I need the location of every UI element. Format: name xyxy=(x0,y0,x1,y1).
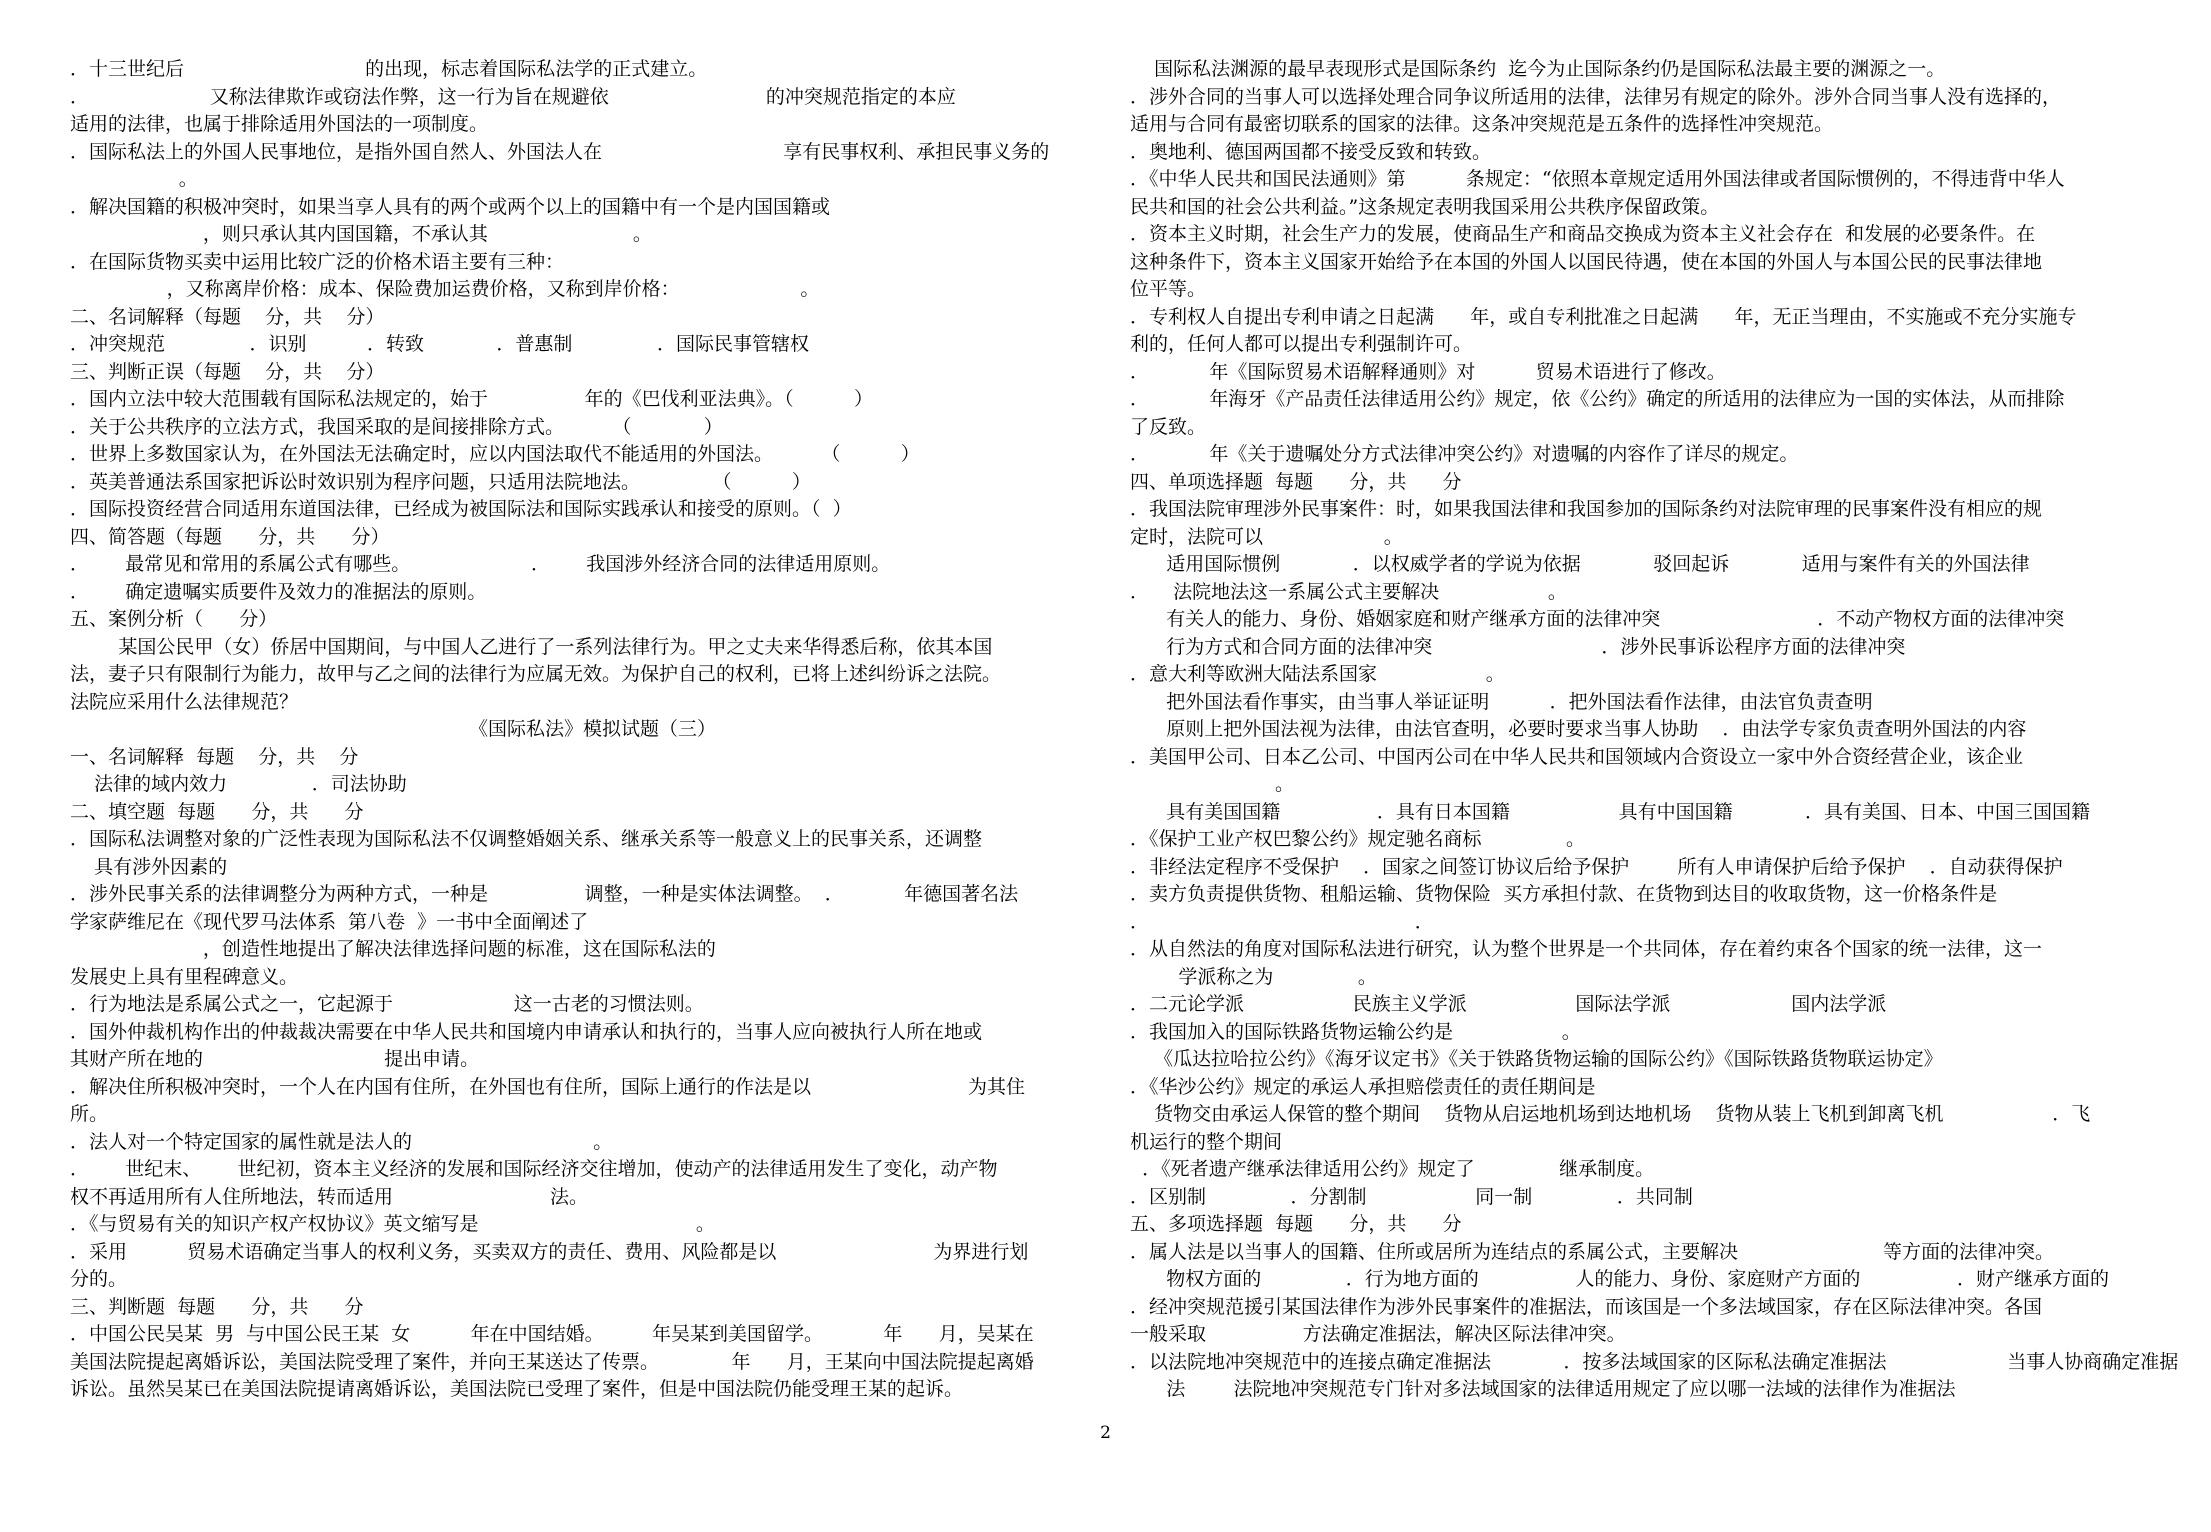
text-line: 五、案例分析（ 分） xyxy=(70,608,278,630)
text-line: 定时，法院可以 。 xyxy=(1130,525,1403,548)
text-line: 美国法院提起离婚诉讼，美国法院受理了案件，并向王某送达了传票。 年 月，王某向中国法院提起离婚 xyxy=(70,1350,1034,1373)
text-line: ．国内立法中较大范围载有国际私法规定的，始于 年的《巴伐利亚法典》。（ ） xyxy=(70,388,874,410)
text-line: ．美国甲公司、日本乙公司、中国丙公司在中华人民共和国领域内合资设立一家中外合资经营企业，该企业 xyxy=(1130,745,2024,768)
text-line: 法院应采用什么法律规范？ xyxy=(70,690,299,713)
text-line: ． 最常见和常用的系属公式有哪些。 ． 我国涉外经济合同的法律适用原则。 xyxy=(70,553,891,575)
text-line: 原则上把外国法视为法律，由法官查明，必要时要求当事人协助 ．由法学专家负责查明外国法的内容 xyxy=(1130,718,2027,740)
text-line: 一、名词解释 每题 分，共 分 xyxy=(70,745,359,768)
text-line: 一般采取 方法确定准据法，解决区际法律冲突。 xyxy=(1130,1323,1626,1345)
text-line: 适用国际惯例 ．以权威学者的学说为依据 驳回起诉 适用与案件有关的外国法律 xyxy=(1130,553,2030,575)
text-line: ．从自然法的角度对国际私法进行研究，认为整个世界是一个共同体，存在着约束各个国家的统一法律，这一 xyxy=(1130,938,2043,960)
text-line: 《瓜达拉哈拉公约》《海牙议定书》《关于铁路货物运输的国际公约》《国际铁路货物联运协定》 xyxy=(1130,1048,1943,1070)
text-line: ，则只承认其内国国籍，不承认其 。 xyxy=(70,223,652,245)
text-line: 。 xyxy=(1130,773,1294,795)
text-line: 法 法院地冲突规范专门针对多法域国家的法律适用规定了应以哪一法域的法律作为准据法 xyxy=(1130,1378,1956,1400)
text-line: 其财产所在地的 提出申请。 xyxy=(70,1048,480,1070)
text-line: ．行为地法是系属公式之一，它起源于 这一古老的习惯法则。 xyxy=(70,993,704,1015)
text-line: ．《中华人民共和国民法通则》第 条规定：“依照本章规定适用外国法律或者国际惯例的，不得违背中华人 xyxy=(1130,168,2065,190)
text-line: ． 年海牙《产品责任法律适用公约》规定，依《公约》确定的所适用的法律应为一国的实体法，从而排除 xyxy=(1130,388,2065,410)
text-line: 物权方面的 ．行为地方面的 人的能力、身份、家庭财产方面的 ．财产继承方面的 xyxy=(1130,1268,2110,1290)
text-line: 有关人的能力、身份、婚姻家庭和财产继承方面的法律冲突 ．不动产物权方面的法律冲突 xyxy=(1130,608,2065,630)
text-line: ． 年《关于遗嘱处分方式法律冲突公约》对遗嘱的内容作了详尽的规定。 xyxy=(1130,443,1799,465)
text-line: ．在国际货物买卖中运用比较广泛的价格术语主要有三种： xyxy=(70,250,565,273)
text-line: ．国际私法调整对象的广泛性表现为国际私法不仅调整婚姻关系、继承关系等一般意义上的民事关系，还调整 xyxy=(70,828,983,850)
text-line: ．解决国籍的积极冲突时，如果当享人具有的两个或两个以上的国籍中有一个是内国国籍或 xyxy=(70,195,831,218)
right-column xyxy=(1130,56,2190,1404)
text-line: ．区别制 ．分割制 同一制 ．共同制 xyxy=(1130,1185,1693,1208)
text-line: ．英美普通法系国家把诉讼时效识别为程序问题，只适用法院地法。 （ ） xyxy=(70,470,811,493)
text-line: 。 xyxy=(70,168,198,190)
text-line: 机运行的整个期间 xyxy=(1130,1130,1283,1153)
text-line: ．世界上多数国家认为，在外国法无法确定时，应以内国法取代不能适用的外国法。 （ ） xyxy=(70,443,920,465)
text-line: ．二元论学派 民族主义学派 国际法学派 国内法学派 xyxy=(1130,993,1887,1015)
text-line: 四、单项选择题 每题 分，共 分 xyxy=(1130,470,1462,493)
text-line: ．意大利等欧洲大陆法系国家 。 xyxy=(1130,663,1505,685)
text-line: 货物交由承运人保管的整个期间 货物从启运地机场到达地机场 货物从装上飞机到卸离飞机 ．飞 xyxy=(1130,1103,2091,1125)
text-line: ． 法院地法这一系属公式主要解决 。 xyxy=(1130,580,1567,603)
text-line: ．专利权人自提出专利申请之日起满 年，或自专利批准之日起满 年，无正当理由，不实施或不充分实施专 xyxy=(1130,305,2077,328)
text-line: 具有美国国籍 ．具有日本国籍 具有中国国籍 ．具有美国、日本、中国三国国籍 xyxy=(1130,800,2091,823)
text-line: 三、判断题 每题 分，共 分 xyxy=(70,1295,364,1318)
text-line: ．我国加入的国际铁路货物运输公约是 。 xyxy=(1130,1020,1581,1043)
text-line: ． 又称法律欺诈或窃法作弊，这一行为旨在规避依 的冲突规范指定的本应 xyxy=(70,85,956,108)
text-line: ．《死者遗产继承法律适用公约》规定了 继承制度。 xyxy=(1130,1158,1655,1180)
text-line: 学派称之为 。 xyxy=(1130,965,1377,988)
text-line: 了反致。 xyxy=(1130,415,1207,438)
text-line: ，创造性地提出了解决法律选择问题的标准，这在国际私法的 xyxy=(70,938,716,960)
exam-title: 《国际私法》模拟试题（三） xyxy=(468,718,716,740)
text-line: 诉讼。虽然吴某已在美国法院提请离婚诉讼，美国法院已受理了案件，但是中国法院仍能受理王某的起诉。 xyxy=(70,1378,964,1400)
text-line: ．法人对一个特定国家的属性就是法人的 。 xyxy=(70,1130,613,1153)
text-line: 适用与合同有最密切联系的国家的法律。这条冲突规范是五条件的选择性冲突规范。 xyxy=(1130,113,1834,135)
text-line: 权不再适用所有人住所地法，转而适用 法。 xyxy=(70,1185,589,1208)
text-line: ．奥地利、德国两国都不接受反致和转致。 xyxy=(1130,140,1492,163)
text-line: 二、填空题 每题 分，共 分 xyxy=(70,800,364,823)
text-line: ．涉外民事关系的法律调整分为两种方式，一种是 调整，一种是实体法调整。 ． 年德国著名法 xyxy=(70,883,1019,905)
text-line: ．《保护工业产权巴黎公约》规定驰名商标 。 xyxy=(1130,828,1586,850)
text-line: 利的，任何人都可以提出专利强制许可。 xyxy=(1130,333,1473,355)
text-line: ．《与贸易有关的知识产权产权协议》英文缩写是 。 xyxy=(70,1213,715,1235)
text-line: ，又称离岸价格：成本、保险费加运费价格，又称到岸价格： 。 xyxy=(70,278,820,300)
left-column xyxy=(70,56,1115,1404)
text-line: 学家萨维尼在《现代罗马法体系 第八卷 》一书中全面阐述了 xyxy=(70,910,589,933)
text-line: 分的。 xyxy=(70,1268,128,1290)
text-line: ．资本主义时期，社会生产力的发展，使商品生产和商品交换成为资本主义社会存在 和发展的必要条件。在 xyxy=(1130,223,2036,245)
text-line: 四、简答题（每题 分，共 分） xyxy=(70,525,390,548)
text-line: 所。 xyxy=(70,1103,109,1125)
text-line: 位平等。 xyxy=(1130,278,1207,300)
text-line: ． 年《国际贸易术语解释通则》对 贸易术语进行了修改。 xyxy=(1130,360,1726,383)
text-line: ． 确定遗嘱实质要件及效力的准据法的原则。 xyxy=(70,580,487,603)
text-line: ．国际私法上的外国人民事地位，是指外国自然人、外国法人在 享有民事权利、承担民事义务的 xyxy=(70,140,1050,163)
text-line: ．采用 贸易术语确定当事人的权利义务，买卖双方的责任、费用、风险都是以 为界进行划 xyxy=(70,1240,1029,1263)
text-line: 某国公民甲（女）侨居中国期间，与中国人乙进行了一系列法律行为。甲之丈夫来华得悉后称，依其本国 xyxy=(70,635,993,658)
text-line: ． ． xyxy=(1130,910,1434,933)
text-line: 二、名词解释（每题 分，共 分） xyxy=(70,305,385,328)
text-line: 五、多项选择题 每题 分，共 分 xyxy=(1130,1213,1462,1235)
text-line: ．中国公民吴某 男 与中国公民王某 女 年在中国结婚。 年吴某到美国留学。 年 月，吴某在 xyxy=(70,1323,1034,1345)
text-line: ．关于公共秩序的立法方式，我国采取的是间接排除方式。 （ ） xyxy=(70,415,723,438)
text-line: ． 世纪末、 世纪初，资本主义经济的发展和国际经济交往增加，使动产的法律适用发生了变化，动产物 xyxy=(70,1158,998,1180)
text-line: 具有涉外因素的 xyxy=(70,855,228,878)
text-line: ．冲突规范 ．识别 ．转致 ．普惠制 ．国际民事管辖权 xyxy=(70,333,809,355)
text-line: ．国外仲裁机构作出的仲裁裁决需要在中华人民共和国境内申请承认和执行的，当事人应向被执行人所在地或 xyxy=(70,1020,983,1043)
text-line: ．非经法定程序不受保护 ．国家之间签订协议后给予保护 所有人申请保护后给予保护 ．自动获得保护 xyxy=(1130,855,2063,878)
text-line: ．国际投资经营合同适用东道国法律，已经成为被国际法和国际实践承认和接受的原则。（ ） xyxy=(70,498,852,520)
text-line: ．十三世纪后 的出现，标志着国际私法学的正式建立。 xyxy=(70,58,708,80)
text-line: 行为方式和合同方面的法律冲突 ．涉外民事诉讼程序方面的法律冲突 xyxy=(1130,635,1906,658)
text-line: ．我国法院审理涉外民事案件：时，如果我国法律和我国参加的国际条约对法院审理的民事案件没有相应的规 xyxy=(1130,498,2043,520)
text-line: 法律的域内效力 ．司法协助 xyxy=(70,773,407,795)
text-line: ．《华沙公约》规定的承运人承担赔偿责任的责任期间是 xyxy=(1130,1075,1596,1098)
text-line: 民共和国的社会公共利益。”这条规定表明我国采用公共秩序保留政策。 xyxy=(1130,195,1720,218)
text-line: ．卖方负责提供货物、租船运输、货物保险 买方承担付款、在货物到达目的收取货物，这一价格条件是 xyxy=(1130,883,1998,905)
text-line: 把外国法看作事实，由当事人举证证明 ．把外国法看作法律，由法官负责查明 xyxy=(1130,690,1873,713)
text-line: 适用的法律，也属于排除适用外国法的一项制度。 xyxy=(70,113,489,135)
text-line: 国际私法渊源的最早表现形式是国际条约 迄今为止国际条约仍是国际私法最主要的渊源之一。 xyxy=(1130,58,1946,80)
text-line: 三、判断正误（每题 分，共 分） xyxy=(70,360,385,383)
text-line: ．涉外合同的当事人可以选择处理合同争议所适用的法律，法律另有规定的除外。涉外合同当事人没有选择的， xyxy=(1130,85,2062,108)
text-line: 这种条件下，资本主义国家开始给予在本国的外国人以国民待遇，使在本国的外国人与本国公民的民事法律地 xyxy=(1130,250,2043,273)
text-line: ．属人法是以当事人的国籍、住所或居所为连结点的系属公式，主要解决 等方面的法律冲突。 xyxy=(1130,1240,2054,1263)
text-line: ．解决住所积极冲突时，一个人在内国有住所，在外国也有住所，国际上通行的作法是以 为其住 xyxy=(70,1075,1026,1098)
text-line: ．经冲突规范援引某国法律作为涉外民事案件的准据法，而该国是一个多法域国家，存在区际法律冲突。各国 xyxy=(1130,1295,2043,1318)
text-line: ．以法院地冲突规范中的连接点确定准据法 ．按多法域国家的区际私法确定准据法 当事人协商确定准据 xyxy=(1130,1350,2179,1373)
text-line: 发展史上具有里程碑意义。 xyxy=(70,965,299,988)
page-number: 2 xyxy=(1100,1423,1111,1443)
text-line: 法，妻子只有限制行为能力，故甲与乙之间的法律行为应属无效。为保护自己的权利，已将上述纠纷诉之法院。 xyxy=(70,663,1002,685)
